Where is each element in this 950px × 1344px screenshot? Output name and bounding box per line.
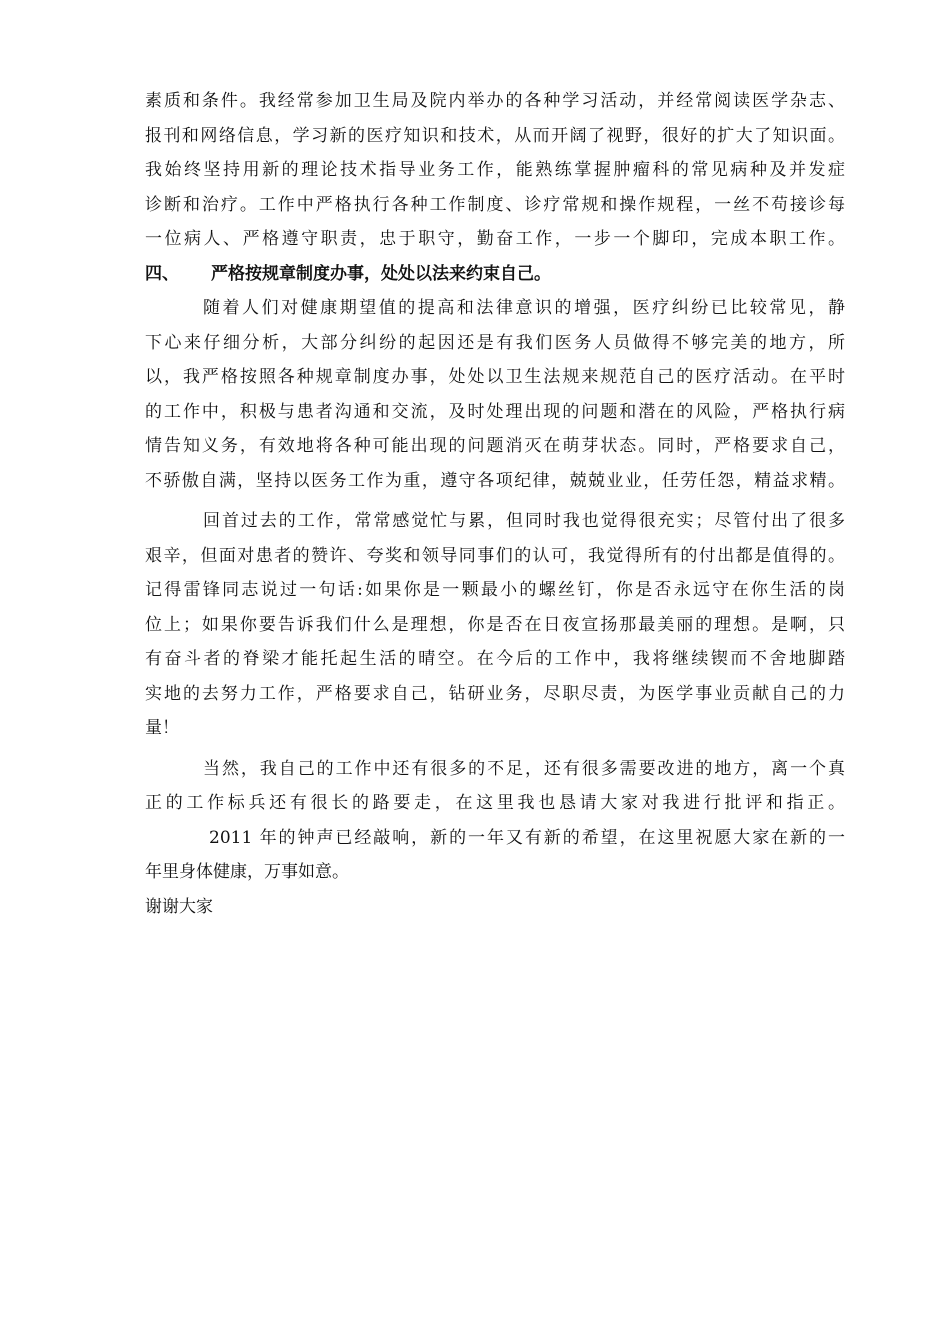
closing-text: 谢谢大家 — [145, 896, 213, 917]
text-line: 我始终坚持用新的理论技术指导业务工作，能熟练掌握肿瘤科的常见病种及并发症 — [145, 160, 845, 180]
text-line: 情告知义务，有效地将各种可能出现的问题消灭在萌芽状态。同时，严格要求自己， — [145, 436, 845, 456]
text-line: 有奋斗者的脊梁才能托起生活的晴空。在今后的工作中，我将继续锲而不舍地脚踏 — [145, 649, 845, 669]
text-line: 位上；如果你要告诉我们什么是理想，你是否在日夜宣扬那最美丽的理想。是啊，只 — [145, 614, 845, 635]
intro-paragraph — [145, 84, 845, 257]
text-line: 以，我严格按照各种规章制度办事，处处以卫生法规来规范自己的医疗活动。在平时 — [145, 367, 845, 387]
section-heading — [145, 257, 845, 292]
section-title: 严格按规章制度办事，处处以法来约束自己。 — [211, 263, 551, 284]
text-line: 艰辛，但面对患者的赞许、夸奖和领导同事们的认可，我觉得所有的付出都是值得的。 — [145, 545, 845, 566]
text-line: 下心来仔细分析，大部分纠纷的起因还是有我们医务人员做得不够完美的地方，所 — [145, 332, 845, 353]
text-line: 正的工作标兵还有很长的路要走，在这里我也恳请大家对我进行批评和指正。 — [145, 793, 845, 813]
text-line: 报刊和网络信息，学习新的医疗知识和技术，从而开阔了视野，很好的扩大了知识面。 — [145, 125, 845, 146]
text-line: 年里身体健康，万事如意。 — [145, 862, 349, 882]
text-line: 随着人们对健康期望值的提高和法律意识的增强，医疗纠纷已比较常见，静 — [203, 298, 845, 318]
text-line: 回首过去的工作，常常感觉忙与累，但同时我也觉得很充实；尽管付出了很多 — [203, 511, 845, 531]
text-line: 一位病人、严格遵守职责，忠于职守，勤奋工作，一步一个脚印，完成本职工作。 — [145, 229, 845, 249]
text-line: 的工作中，积极与患者沟通和交流，及时处理出现的问题和潜在的风险，严格执行病 — [145, 401, 845, 422]
text-line: 诊断和治疗。工作中严格执行各种工作制度、诊疗常规和操作规程，一丝不苟接诊每 — [145, 194, 845, 215]
text-line: 实地的去努力工作，严格要求自己，钻研业务，尽职尽责，为医学事业贡献自己的力 — [145, 683, 845, 704]
paragraph-2 — [145, 504, 845, 746]
text-line: 2011 年的钟声已经敲响，新的一年又有新的希望，在这里祝愿大家在新的一 — [209, 827, 845, 848]
paragraph-3 — [145, 752, 845, 821]
document-body — [145, 84, 845, 924]
paragraph-1 — [145, 291, 845, 498]
text-line: 当然，我自己的工作中还有很多的不足，还有很多需要改进的地方，离一个真 — [203, 758, 845, 779]
paragraph-4 — [145, 821, 845, 890]
text-line: 量！ — [145, 718, 179, 738]
text-line: 素质和条件。我经常参加卫生局及院内举办的各种学习活动，并经常阅读医学杂志、 — [145, 91, 845, 111]
text-line: 记得雷锋同志说过一句话:如果你是一颗最小的螺丝钉，你是否永远守在你生活的岗 — [145, 580, 845, 600]
text-line: 不骄傲自满，坚持以医务工作为重，遵守各项纪律，兢兢业业，任劳任怨，精益求精。 — [145, 470, 845, 491]
section-number: 四、 — [145, 263, 179, 284]
